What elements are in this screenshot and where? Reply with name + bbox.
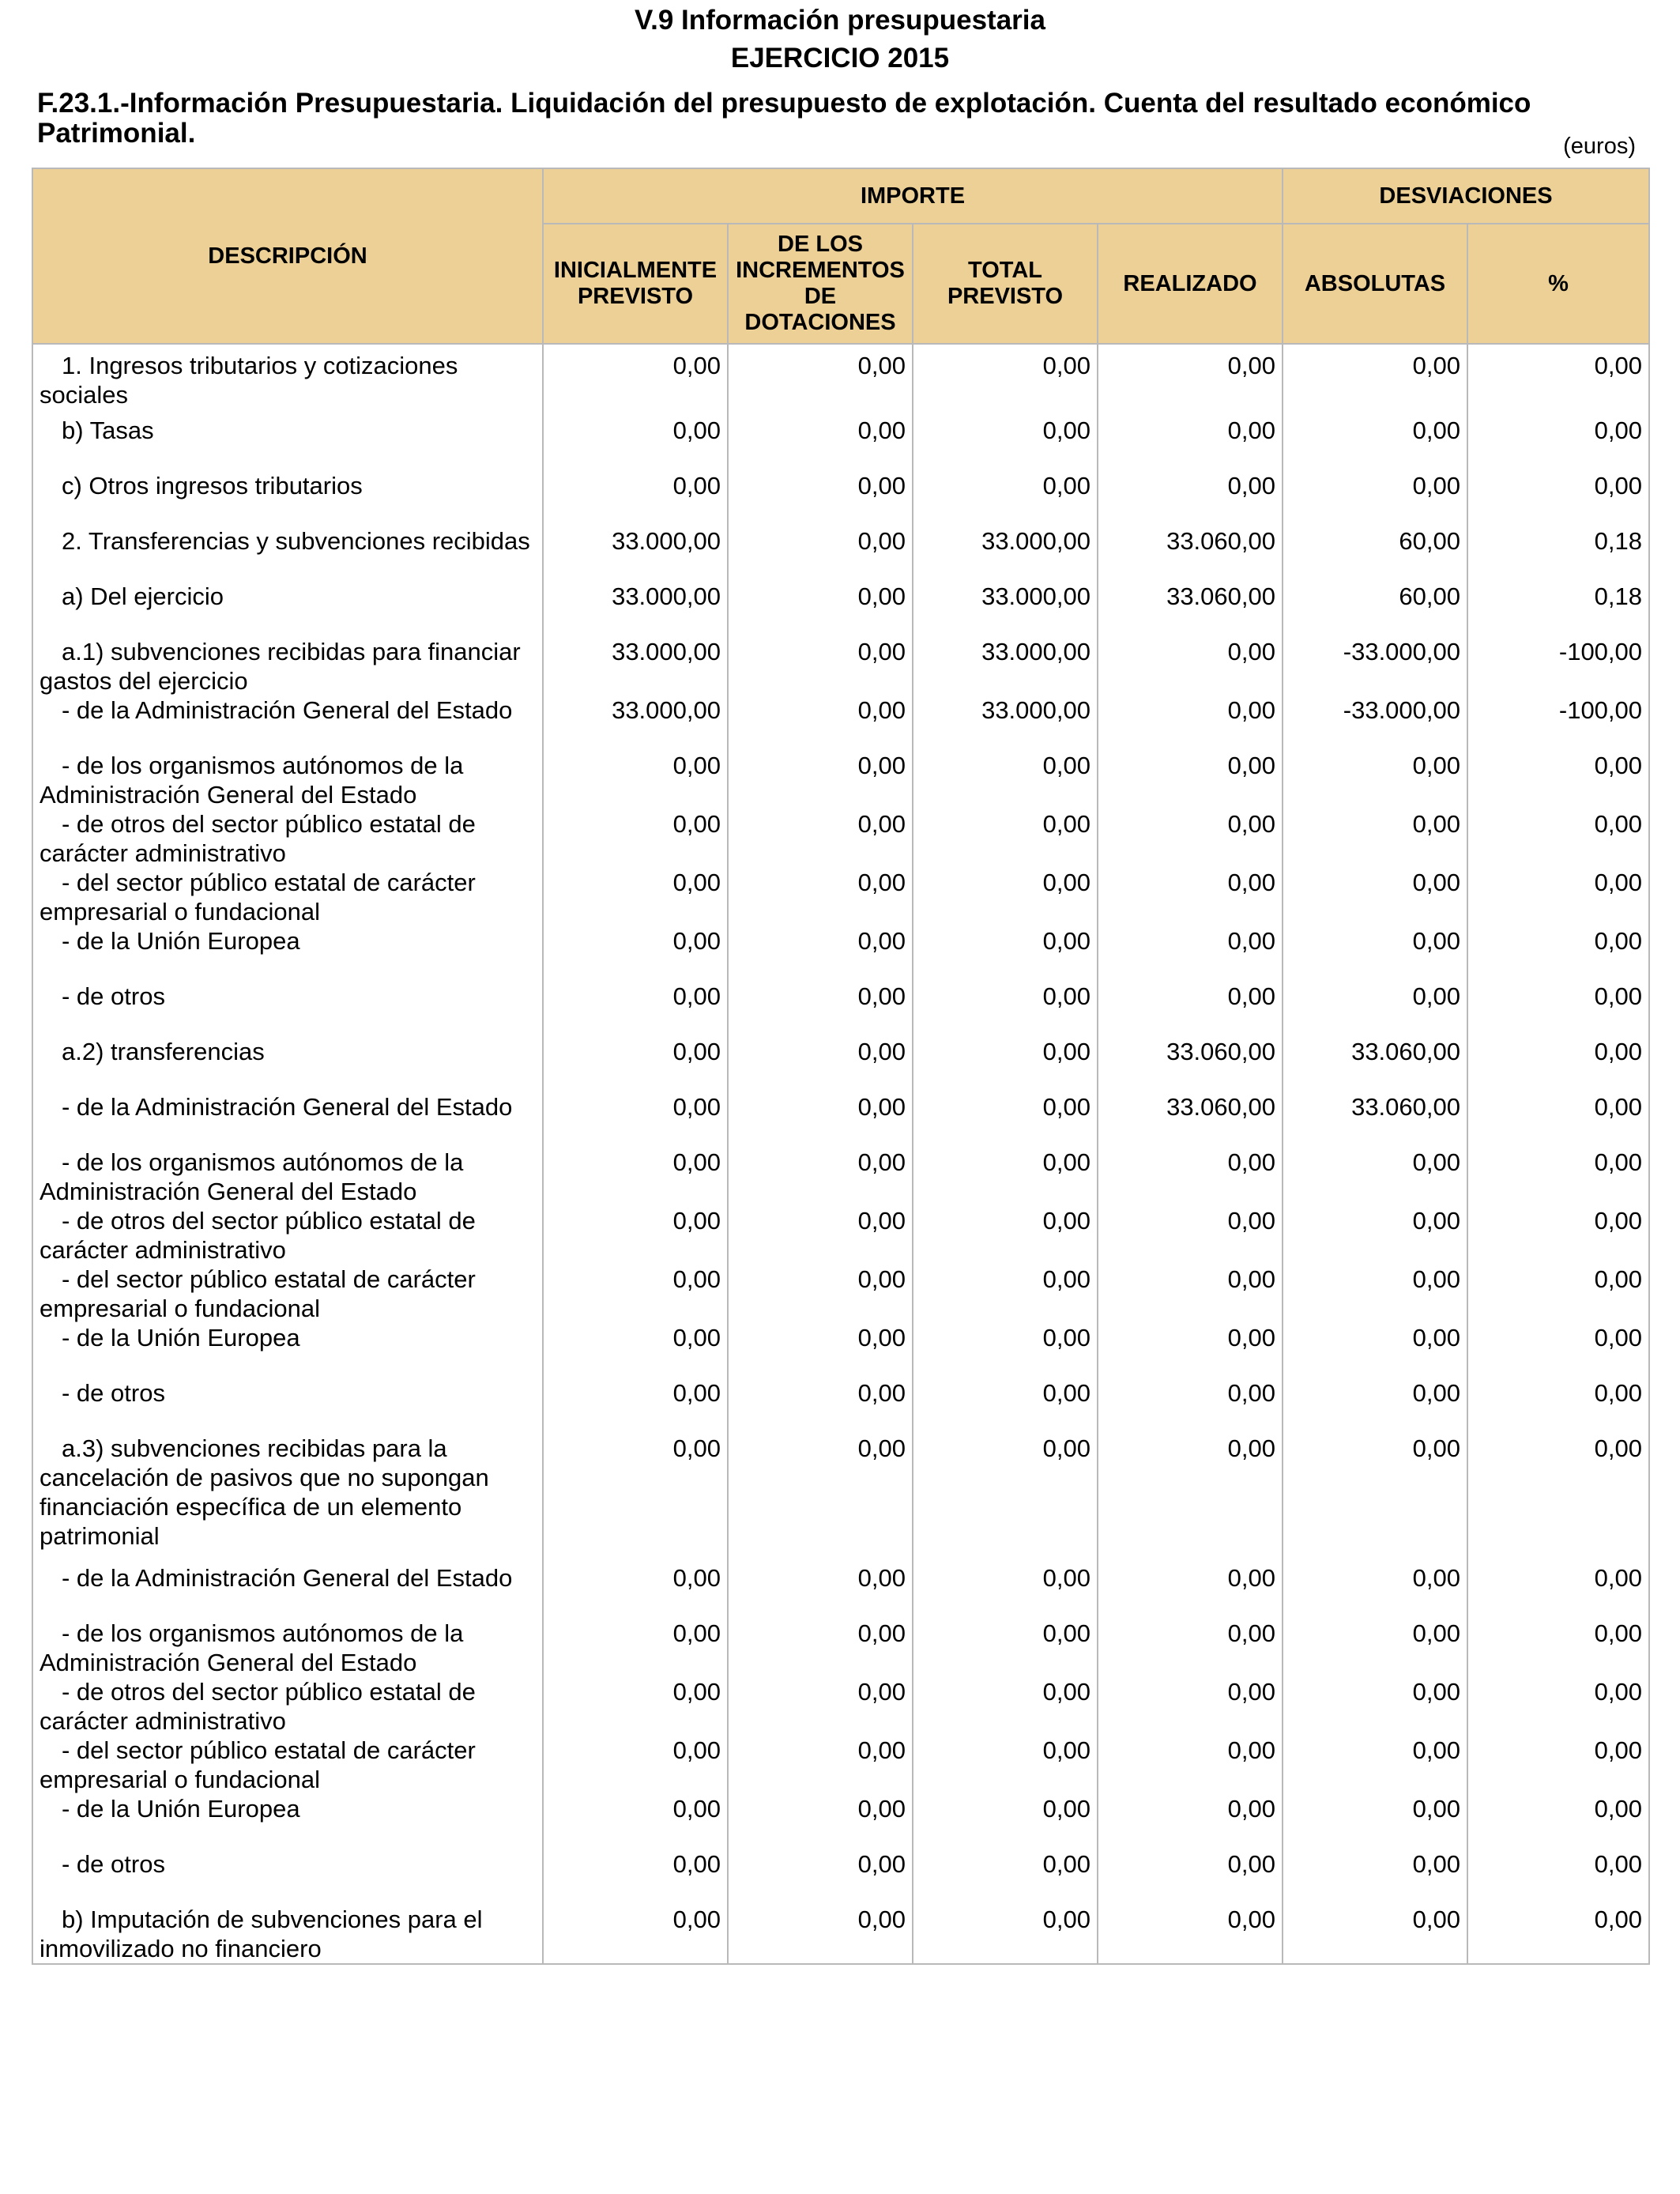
value-porcentaje: 0,00	[1467, 982, 1649, 1037]
value-inicialmente-previsto: 33.000,00	[543, 637, 728, 696]
table-row	[32, 751, 1649, 809]
table-row	[32, 1619, 1649, 1677]
value-incrementos-dotaciones: 0,00	[728, 526, 913, 582]
value-porcentaje: 0,00	[1467, 1434, 1649, 1563]
value-total-previsto: 33.000,00	[913, 582, 1098, 637]
value-absolutas: 0,00	[1283, 1736, 1467, 1794]
value-incrementos-dotaciones: 0,00	[728, 1434, 913, 1563]
value-porcentaje: 0,00	[1467, 1563, 1649, 1619]
row-description: - del sector público estatal de carácter empresarial o fundacional	[32, 868, 543, 926]
table-row	[32, 526, 1649, 582]
value-realizado: 33.060,00	[1098, 1092, 1283, 1148]
row-description: - de otros	[32, 982, 543, 1037]
value-realizado: 0,00	[1098, 1619, 1283, 1677]
value-realizado: 0,00	[1098, 471, 1283, 526]
value-incrementos-dotaciones: 0,00	[728, 637, 913, 696]
value-inicialmente-previsto: 0,00	[543, 1794, 728, 1849]
value-inicialmente-previsto: 33.000,00	[543, 696, 728, 751]
value-inicialmente-previsto: 0,00	[543, 982, 728, 1037]
value-inicialmente-previsto: 33.000,00	[543, 582, 728, 637]
row-description: - de la Administración General del Estado	[32, 1563, 543, 1619]
value-realizado: 0,00	[1098, 1849, 1283, 1905]
value-total-previsto: 0,00	[913, 1206, 1098, 1265]
value-absolutas: 0,00	[1283, 344, 1467, 416]
table-row	[32, 1092, 1649, 1148]
value-realizado: 0,00	[1098, 1736, 1283, 1794]
value-realizado: 0,00	[1098, 637, 1283, 696]
value-realizado: 0,00	[1098, 1378, 1283, 1434]
value-total-previsto: 0,00	[913, 809, 1098, 868]
table-row	[32, 868, 1649, 926]
table-row	[32, 582, 1649, 637]
table-row	[32, 416, 1649, 471]
value-inicialmente-previsto: 0,00	[543, 471, 728, 526]
value-absolutas: 0,00	[1283, 1677, 1467, 1736]
value-porcentaje: 0,00	[1467, 1849, 1649, 1905]
value-total-previsto: 0,00	[913, 1736, 1098, 1794]
value-absolutas: 0,00	[1283, 471, 1467, 526]
value-porcentaje: 0,18	[1467, 526, 1649, 582]
value-inicialmente-previsto: 0,00	[543, 1563, 728, 1619]
value-porcentaje: 0,00	[1467, 868, 1649, 926]
value-absolutas: 0,00	[1283, 1265, 1467, 1323]
value-incrementos-dotaciones: 0,00	[728, 868, 913, 926]
row-description: - de la Administración General del Estado	[32, 1092, 543, 1148]
row-description: a.2) transferencias	[32, 1037, 543, 1092]
header-total-previsto: TOTAL PREVISTO	[913, 224, 1098, 344]
value-porcentaje: 0,00	[1467, 1677, 1649, 1736]
value-porcentaje: 0,00	[1467, 1323, 1649, 1378]
row-description: 2. Transferencias y subvenciones recibidas	[32, 526, 543, 582]
value-inicialmente-previsto: 0,00	[543, 809, 728, 868]
value-inicialmente-previsto: 0,00	[543, 416, 728, 471]
value-incrementos-dotaciones: 0,00	[728, 471, 913, 526]
value-realizado: 0,00	[1098, 1563, 1283, 1619]
value-incrementos-dotaciones: 0,00	[728, 1148, 913, 1206]
value-total-previsto: 0,00	[913, 1092, 1098, 1148]
value-porcentaje: 0,00	[1467, 1037, 1649, 1092]
value-absolutas: 0,00	[1283, 416, 1467, 471]
value-total-previsto: 0,00	[913, 416, 1098, 471]
value-inicialmente-previsto: 0,00	[543, 1619, 728, 1677]
value-porcentaje: 0,00	[1467, 471, 1649, 526]
value-inicialmente-previsto: 0,00	[543, 1265, 728, 1323]
value-realizado: 0,00	[1098, 926, 1283, 982]
row-description: - de otros del sector público estatal de carácter administrativo	[32, 1206, 543, 1265]
row-description: - del sector público estatal de carácter empresarial o fundacional	[32, 1736, 543, 1794]
value-realizado: 0,00	[1098, 344, 1283, 416]
header-inicialmente-previsto: INICIALMENTE PREVISTO	[543, 224, 728, 344]
value-inicialmente-previsto: 0,00	[543, 926, 728, 982]
value-incrementos-dotaciones: 0,00	[728, 582, 913, 637]
value-absolutas: 33.060,00	[1283, 1037, 1467, 1092]
value-absolutas: 33.060,00	[1283, 1092, 1467, 1148]
value-absolutas: 0,00	[1283, 1619, 1467, 1677]
value-porcentaje: 0,00	[1467, 1378, 1649, 1434]
value-total-previsto: 0,00	[913, 1378, 1098, 1434]
page-title: V.9 Información presupuestaria	[635, 5, 1045, 36]
value-realizado: 0,00	[1098, 751, 1283, 809]
value-incrementos-dotaciones: 0,00	[728, 1905, 913, 1964]
value-absolutas: 0,00	[1283, 982, 1467, 1037]
value-total-previsto: 0,00	[913, 471, 1098, 526]
value-absolutas: -33.000,00	[1283, 637, 1467, 696]
row-description: a) Del ejercicio	[32, 582, 543, 637]
row-description: - del sector público estatal de carácter empresarial o fundacional	[32, 1265, 543, 1323]
value-absolutas: 0,00	[1283, 1905, 1467, 1964]
value-porcentaje: 0,00	[1467, 1206, 1649, 1265]
value-inicialmente-previsto: 0,00	[543, 1736, 728, 1794]
value-absolutas: -33.000,00	[1283, 696, 1467, 751]
value-incrementos-dotaciones: 0,00	[728, 1794, 913, 1849]
value-inicialmente-previsto: 0,00	[543, 1323, 728, 1378]
header-importe: IMPORTE	[543, 168, 1283, 224]
value-porcentaje: 0,00	[1467, 809, 1649, 868]
value-inicialmente-previsto: 0,00	[543, 1037, 728, 1092]
value-realizado: 0,00	[1098, 1434, 1283, 1563]
row-description: - de la Unión Europea	[32, 1794, 543, 1849]
value-absolutas: 0,00	[1283, 809, 1467, 868]
row-description: 1. Ingresos tributarios y cotizaciones sociales	[32, 344, 543, 416]
row-description: c) Otros ingresos tributarios	[32, 471, 543, 526]
row-description: - de la Unión Europea	[32, 1323, 543, 1378]
value-inicialmente-previsto: 0,00	[543, 1206, 728, 1265]
table-row	[32, 1563, 1649, 1619]
table-row	[32, 344, 1649, 416]
value-total-previsto: 0,00	[913, 868, 1098, 926]
header-descripcion: DESCRIPCIÓN	[32, 168, 543, 344]
value-incrementos-dotaciones: 0,00	[728, 1563, 913, 1619]
value-inicialmente-previsto: 0,00	[543, 1677, 728, 1736]
value-porcentaje: 0,00	[1467, 416, 1649, 471]
value-incrementos-dotaciones: 0,00	[728, 982, 913, 1037]
row-description: - de los organismos autónomos de la Administración General del Estado	[32, 1619, 543, 1677]
value-total-previsto: 0,00	[913, 1148, 1098, 1206]
table-row	[32, 982, 1649, 1037]
value-realizado: 0,00	[1098, 1148, 1283, 1206]
table-row	[32, 1794, 1649, 1849]
value-incrementos-dotaciones: 0,00	[728, 751, 913, 809]
value-total-previsto: 0,00	[913, 751, 1098, 809]
value-absolutas: 0,00	[1283, 1563, 1467, 1619]
value-realizado: 0,00	[1098, 809, 1283, 868]
row-description: b) Imputación de subvenciones para el inmovilizado no financiero	[32, 1905, 543, 1964]
value-absolutas: 0,00	[1283, 1148, 1467, 1206]
value-inicialmente-previsto: 0,00	[543, 344, 728, 416]
value-incrementos-dotaciones: 0,00	[728, 416, 913, 471]
table-row	[32, 926, 1649, 982]
value-total-previsto: 33.000,00	[913, 696, 1098, 751]
value-realizado: 0,00	[1098, 1265, 1283, 1323]
value-total-previsto: 0,00	[913, 1794, 1098, 1849]
value-inicialmente-previsto: 0,00	[543, 1434, 728, 1563]
table-row	[32, 1206, 1649, 1265]
value-porcentaje: -100,00	[1467, 637, 1649, 696]
value-incrementos-dotaciones: 0,00	[728, 344, 913, 416]
value-incrementos-dotaciones: 0,00	[728, 1206, 913, 1265]
value-realizado: 0,00	[1098, 868, 1283, 926]
value-inicialmente-previsto: 0,00	[543, 751, 728, 809]
value-incrementos-dotaciones: 0,00	[728, 1037, 913, 1092]
value-absolutas: 0,00	[1283, 868, 1467, 926]
value-realizado: 0,00	[1098, 1794, 1283, 1849]
row-description: - de otros	[32, 1849, 543, 1905]
value-realizado: 0,00	[1098, 1905, 1283, 1964]
value-total-previsto: 0,00	[913, 1905, 1098, 1964]
value-realizado: 33.060,00	[1098, 582, 1283, 637]
value-incrementos-dotaciones: 0,00	[728, 1378, 913, 1434]
value-absolutas: 0,00	[1283, 1849, 1467, 1905]
table-row	[32, 809, 1649, 868]
row-description: - de otros del sector público estatal de carácter administrativo	[32, 1677, 543, 1736]
value-absolutas: 60,00	[1283, 582, 1467, 637]
value-absolutas: 60,00	[1283, 526, 1467, 582]
value-total-previsto: 0,00	[913, 1434, 1098, 1563]
value-incrementos-dotaciones: 0,00	[728, 809, 913, 868]
value-incrementos-dotaciones: 0,00	[728, 926, 913, 982]
budget-table	[32, 168, 1650, 1965]
value-porcentaje: 0,00	[1467, 1736, 1649, 1794]
value-realizado: 0,00	[1098, 1323, 1283, 1378]
table-row	[32, 1677, 1649, 1736]
value-porcentaje: 0,00	[1467, 344, 1649, 416]
value-realizado: 0,00	[1098, 696, 1283, 751]
value-realizado: 0,00	[1098, 1677, 1283, 1736]
value-total-previsto: 0,00	[913, 926, 1098, 982]
value-porcentaje: 0,00	[1467, 1092, 1649, 1148]
value-absolutas: 0,00	[1283, 1434, 1467, 1563]
row-description: - de los organismos autónomos de la Administración General del Estado	[32, 751, 543, 809]
value-total-previsto: 0,00	[913, 1849, 1098, 1905]
value-incrementos-dotaciones: 0,00	[728, 1265, 913, 1323]
value-incrementos-dotaciones: 0,00	[728, 1736, 913, 1794]
value-incrementos-dotaciones: 0,00	[728, 1619, 913, 1677]
table-row	[32, 1434, 1649, 1563]
table-row	[32, 1265, 1649, 1323]
value-incrementos-dotaciones: 0,00	[728, 1677, 913, 1736]
header-desviaciones: DESVIACIONES	[1283, 168, 1649, 224]
value-porcentaje: 0,00	[1467, 1905, 1649, 1964]
header-absolutas: ABSOLUTAS	[1283, 224, 1467, 344]
value-total-previsto: 0,00	[913, 1323, 1098, 1378]
header-porcentaje: %	[1467, 224, 1649, 344]
header-realizado: REALIZADO	[1098, 224, 1283, 344]
value-porcentaje: -100,00	[1467, 696, 1649, 751]
table-row	[32, 1378, 1649, 1434]
value-incrementos-dotaciones: 0,00	[728, 696, 913, 751]
value-inicialmente-previsto: 0,00	[543, 1148, 728, 1206]
table-row	[32, 637, 1649, 696]
row-description: a.3) subvenciones recibidas para la cancelación de pasivos que no supongan financiación específica de un elemento patrimonial	[32, 1434, 543, 1563]
value-realizado: 0,00	[1098, 1206, 1283, 1265]
table-row	[32, 696, 1649, 751]
fiscal-year-title: EJERCICIO 2015	[730, 43, 950, 74]
value-inicialmente-previsto: 0,00	[543, 1905, 728, 1964]
row-description: - de otros	[32, 1378, 543, 1434]
value-absolutas: 0,00	[1283, 1794, 1467, 1849]
value-incrementos-dotaciones: 0,00	[728, 1323, 913, 1378]
value-total-previsto: 33.000,00	[913, 526, 1098, 582]
value-incrementos-dotaciones: 0,00	[728, 1849, 913, 1905]
value-realizado: 33.060,00	[1098, 1037, 1283, 1092]
value-total-previsto: 0,00	[913, 1265, 1098, 1323]
table-row	[32, 1905, 1649, 1964]
row-description: - de la Administración General del Estado	[32, 696, 543, 751]
table-row	[32, 1736, 1649, 1794]
value-porcentaje: 0,00	[1467, 1619, 1649, 1677]
value-total-previsto: 33.000,00	[913, 637, 1098, 696]
value-absolutas: 0,00	[1283, 1206, 1467, 1265]
value-absolutas: 0,00	[1283, 751, 1467, 809]
value-total-previsto: 0,00	[913, 1619, 1098, 1677]
table-row	[32, 471, 1649, 526]
table-row	[32, 1849, 1649, 1905]
value-inicialmente-previsto: 0,00	[543, 1378, 728, 1434]
value-inicialmente-previsto: 0,00	[543, 1849, 728, 1905]
section-title: F.23.1.-Información Presupuestaria. Liquidación del presupuesto de explotación. Cuenta del resultado económico Patrimonial.	[37, 88, 1531, 149]
table-row	[32, 1037, 1649, 1092]
table-row	[32, 1323, 1649, 1378]
value-inicialmente-previsto: 0,00	[543, 1092, 728, 1148]
header-incrementos-dotaciones: DE LOS INCREMENTOS DE DOTACIONES	[728, 224, 913, 344]
value-realizado: 0,00	[1098, 416, 1283, 471]
value-inicialmente-previsto: 0,00	[543, 868, 728, 926]
value-inicialmente-previsto: 33.000,00	[543, 526, 728, 582]
value-porcentaje: 0,00	[1467, 1794, 1649, 1849]
table-row	[32, 1148, 1649, 1206]
value-total-previsto: 0,00	[913, 1677, 1098, 1736]
row-description: - de los organismos autónomos de la Administración General del Estado	[32, 1148, 543, 1206]
value-porcentaje: 0,00	[1467, 751, 1649, 809]
row-description: - de la Unión Europea	[32, 926, 543, 982]
value-realizado: 33.060,00	[1098, 526, 1283, 582]
value-absolutas: 0,00	[1283, 1378, 1467, 1434]
value-incrementos-dotaciones: 0,00	[728, 1092, 913, 1148]
value-absolutas: 0,00	[1283, 926, 1467, 982]
row-description: a.1) subvenciones recibidas para financiar gastos del ejercicio	[32, 637, 543, 696]
value-realizado: 0,00	[1098, 982, 1283, 1037]
value-porcentaje: 0,00	[1467, 926, 1649, 982]
value-total-previsto: 0,00	[913, 344, 1098, 416]
value-absolutas: 0,00	[1283, 1323, 1467, 1378]
row-description: - de otros del sector público estatal de carácter administrativo	[32, 809, 543, 868]
units-label: (euros)	[1563, 134, 1636, 159]
value-total-previsto: 0,00	[913, 1563, 1098, 1619]
value-porcentaje: 0,00	[1467, 1148, 1649, 1206]
value-porcentaje: 0,00	[1467, 1265, 1649, 1323]
value-porcentaje: 0,18	[1467, 582, 1649, 637]
value-total-previsto: 0,00	[913, 982, 1098, 1037]
value-total-previsto: 0,00	[913, 1037, 1098, 1092]
row-description: b) Tasas	[32, 416, 543, 471]
